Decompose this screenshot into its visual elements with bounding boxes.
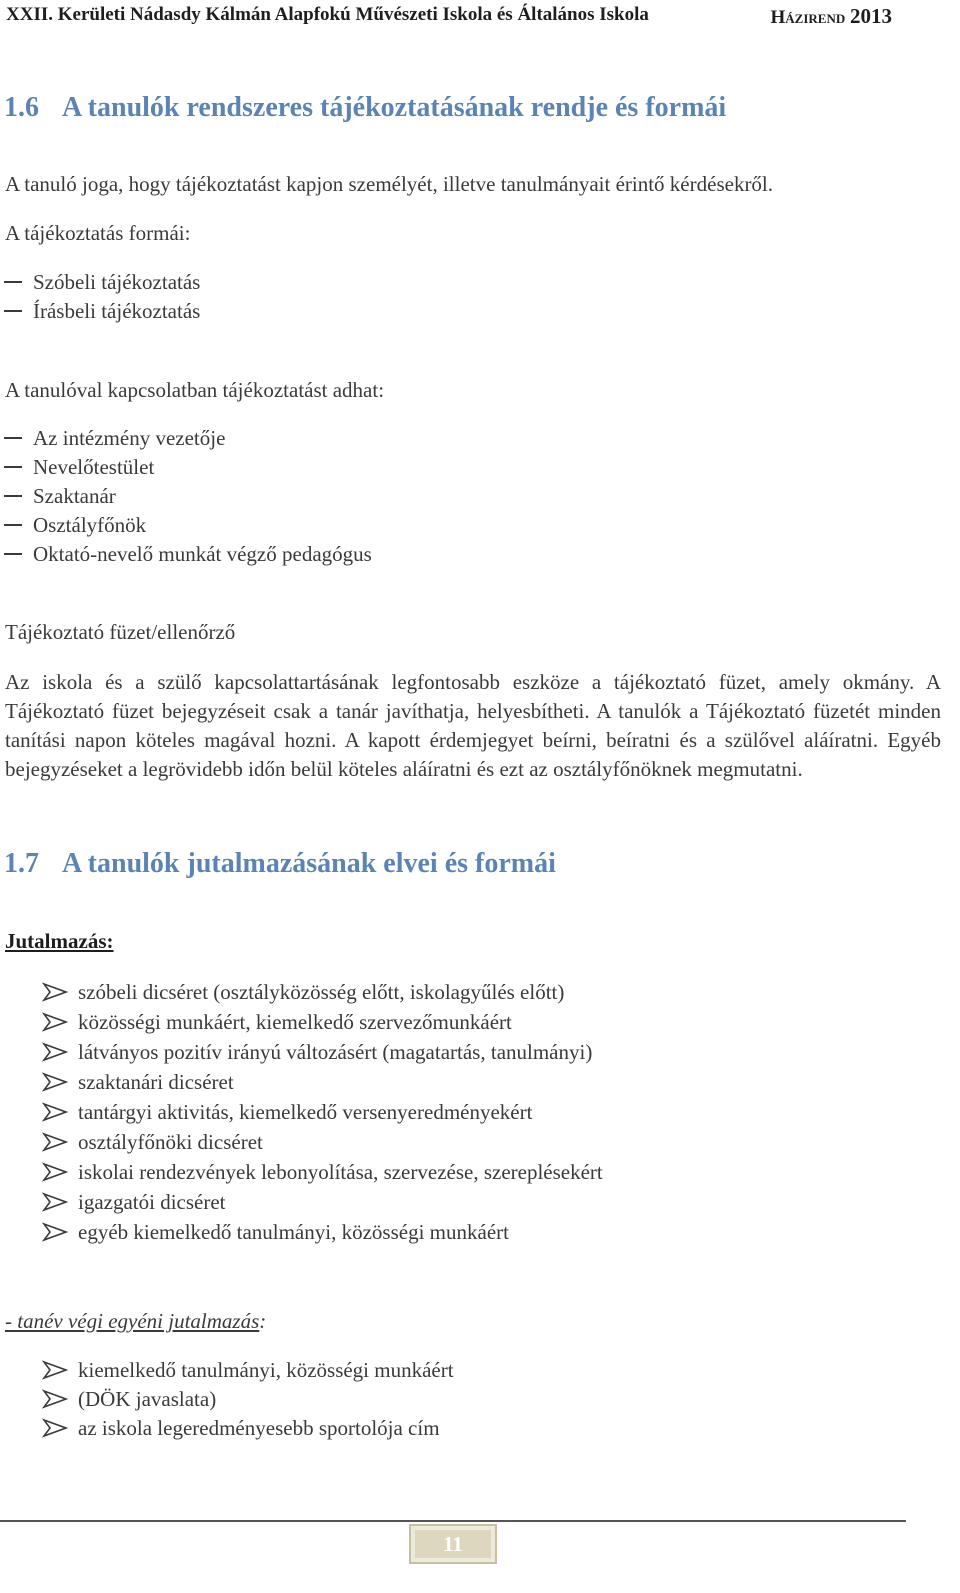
year-end-label-colon: : (259, 1309, 267, 1333)
year-end-label (5, 1309, 266, 1334)
section-heading-1-6 (4, 92, 726, 124)
list-item-text: kiemelkedő tanulmányi, közösségi munkáért (78, 1358, 454, 1382)
arrow-bullet-icon (42, 1012, 68, 1032)
list-item (42, 1220, 509, 1245)
list-item (42, 1387, 216, 1412)
list-item (42, 1416, 440, 1441)
arrow-bullet-icon (42, 1042, 68, 1062)
list-item-text: közösségi munkáért, kiemelkedő szervezőmunkáért (78, 1010, 512, 1034)
section-title: A tanulók jutalmazásának elvei és formái (62, 848, 556, 879)
list-item (42, 1160, 603, 1185)
list-item (42, 1070, 234, 1095)
page-number: 11 (415, 1530, 491, 1558)
list-item-text: iskolai rendezvények lebonyolítása, szervezése, szereplésekért (78, 1160, 603, 1184)
list-item (42, 1010, 512, 1035)
list-item (4, 270, 200, 295)
booklet-label: Tájékoztató füzet/ellenőrző (5, 620, 236, 644)
list-item-text: Nevelőtestület (33, 455, 155, 479)
section-title: A tanulók rendszeres tájékoztatásának rendje és formái (62, 92, 727, 123)
list-item (42, 1358, 454, 1383)
list-item-text: az iskola legeredményesebb sportolója cím (78, 1416, 440, 1440)
list-item-text: Az intézmény vezetője (33, 426, 226, 450)
list-item (42, 1040, 592, 1065)
list-item (4, 484, 116, 509)
list-item-text: Szóbeli tájékoztatás (33, 270, 201, 294)
dash-bullet-icon (4, 553, 22, 555)
arrow-bullet-icon (42, 1360, 68, 1380)
list-item-text: Osztályfőnök (33, 513, 147, 537)
list-item (4, 455, 154, 480)
list-item-text: szóbeli dicséret (osztályközösség előtt, iskolagyűlés előtt) (78, 980, 565, 1004)
header-school-name: XXII. Kerületi Nádasdy Kálmán Alapfokú Művészeti Iskola és Általános Iskola (6, 4, 649, 25)
arrow-bullet-icon (42, 1162, 68, 1182)
dash-bullet-icon (4, 495, 22, 497)
list-item-text: osztályfőnöki dicséret (78, 1130, 263, 1154)
page-number-box (409, 1524, 497, 1564)
list-item (4, 513, 146, 538)
booklet-paragraph: Az iskola és a szülő kapcsolattartásának legfontosabb eszköze a tájékoztató füzet, amely okmány. A Tájékoztató füzet bejegyzéseit csak a tanár javíthatja, helyesbítheti. A tanulók a Tájékoztató füzetét minden tanítási napon köteles magával hozni. A kapott érdemjegyet beírni, beíratni és a szülővel aláíratni. Egyéb bejegyzéseket a legrövidebb időn belül köteles aláíratni és ezt az osztályfőnöknek megmutatni. (5, 670, 941, 781)
list-item (4, 542, 372, 567)
list-item (42, 1130, 263, 1155)
arrow-bullet-icon (42, 1222, 68, 1242)
intro-paragraph: A tanuló joga, hogy tájékoztatást kapjon személyét, illetve tanulmányait érintő kérdésekről. (5, 172, 774, 196)
section-number: 1.7 (4, 848, 39, 879)
dash-bullet-icon (4, 281, 22, 283)
dash-bullet-icon (4, 524, 22, 526)
list-item (4, 426, 225, 451)
arrow-bullet-icon (42, 1389, 68, 1409)
list-item (42, 1100, 532, 1125)
arrow-bullet-icon (42, 1132, 68, 1152)
list-item-text: Oktató-nevelő munkát végző pedagógus (33, 542, 372, 566)
arrow-bullet-icon (42, 1102, 68, 1122)
header-doc-title-text: Házirend (770, 7, 846, 28)
list-item-text: szaktanári dicséret (78, 1070, 234, 1094)
dash-bullet-icon (4, 310, 22, 312)
who-label: A tanulóval kapcsolatban tájékoztatást adhat: (5, 378, 385, 402)
list-item (4, 299, 200, 324)
section-number: 1.6 (4, 92, 39, 123)
arrow-bullet-icon (42, 1192, 68, 1212)
rewards-label: Jutalmazás: (5, 929, 114, 953)
list-item-text: tantárgyi aktivitás, kiemelkedő versenyeredményekért (78, 1100, 533, 1124)
list-item-text: Szaktanár (33, 484, 116, 508)
dash-bullet-icon (4, 437, 22, 439)
page-header (6, 4, 892, 26)
list-item (42, 1190, 226, 1215)
arrow-bullet-icon (42, 982, 68, 1002)
list-item (42, 980, 564, 1005)
list-item-text: igazgatói dicséret (78, 1190, 226, 1214)
arrow-bullet-icon (42, 1072, 68, 1092)
list-item-text: látványos pozitív irányú változásért (magatartás, tanulmányi) (78, 1040, 593, 1064)
section-heading-1-7 (4, 848, 556, 880)
year-end-label-text: - tanév végi egyéni jutalmazás (5, 1309, 260, 1333)
list-item-text: Írásbeli tájékoztatás (33, 299, 201, 323)
forms-label: A tájékoztatás formái: (5, 221, 191, 245)
header-document-title (771, 4, 892, 29)
list-item-text: egyéb kiemelkedő tanulmányi, közösségi munkáért (78, 1220, 509, 1244)
footer-divider (0, 1520, 906, 1522)
header-doc-year: 2013 (850, 4, 892, 28)
list-item-text: (DÖK javaslata) (78, 1387, 217, 1411)
dash-bullet-icon (4, 466, 22, 468)
arrow-bullet-icon (42, 1418, 68, 1438)
